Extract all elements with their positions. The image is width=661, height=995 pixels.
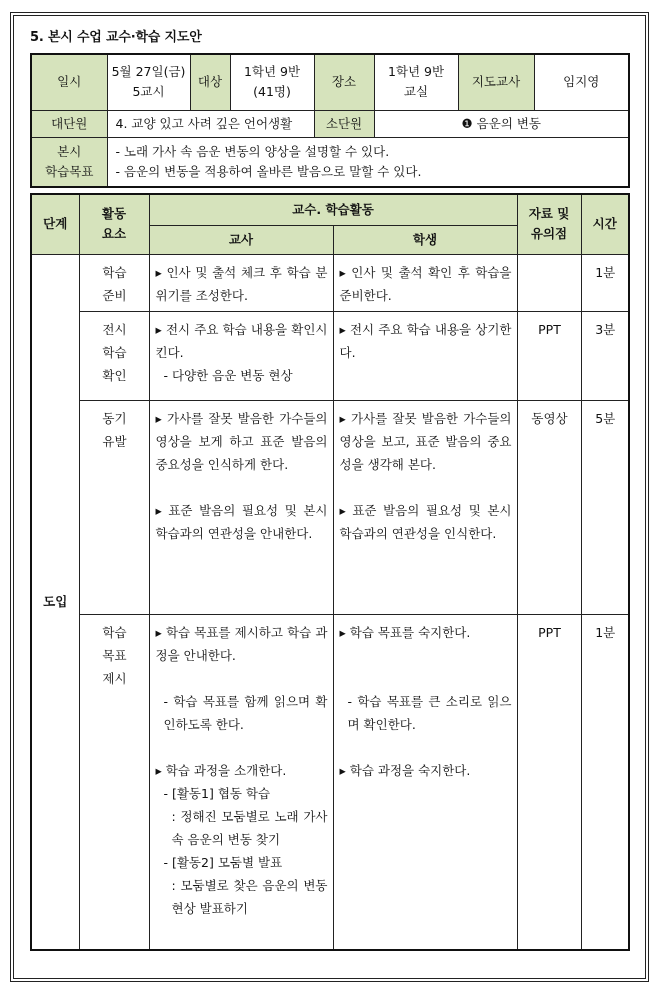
- header-element: 활동 요소: [79, 194, 149, 254]
- date-label: 일시: [31, 54, 107, 110]
- date-value: 5월 27일(금) 5교시: [107, 54, 190, 110]
- target-label: 대상: [190, 54, 230, 110]
- subunit-label: 소단원: [314, 110, 374, 137]
- teacher-label: 지도교사: [458, 54, 534, 110]
- unit-value: 4. 교양 있고 사려 깊은 언어생활: [107, 110, 314, 137]
- time-cell: 1분: [581, 614, 629, 950]
- header-student: 학생: [333, 225, 517, 254]
- material-cell: [517, 254, 581, 311]
- goal-item: - 음운의 변동을 적용하여 올바른 발음으로 말할 수 있다.: [115, 163, 422, 179]
- goal-item: - 노래 가사 속 음운 변동의 양상을 설명할 수 있다.: [115, 143, 390, 159]
- place-label: 장소: [314, 54, 374, 110]
- time-cell: 5분: [581, 400, 629, 614]
- lesson-info-table: [30, 53, 630, 188]
- element-cell: 전시 학습 확인: [79, 311, 149, 400]
- time-cell: 3분: [581, 311, 629, 400]
- unit-label: 대단원: [31, 110, 107, 137]
- goal-label: 본시 학습목표: [31, 137, 107, 187]
- student-activity-cell: ▸ 전시 주요 학습 내용을 상기한다.: [333, 311, 517, 400]
- student-activity-cell: ▸ 인사 및 출석 확인 후 학습을 준비한다.: [333, 254, 517, 311]
- stage-cell: 도입: [31, 254, 79, 950]
- teacher-activity-cell: ▸ 학습 목표를 제시하고 학습 과정을 안내한다. - 학습 목표를 함께 읽으며 확인하도록 한다. ▸ 학습 과정을 소개한다. - [활동1] 협동 학습 : 정해진 모둠별로 노래 가사 속 음운의 변동 찾기 - [활동2] 모둠별 발표 : 모둠별로 찾은 음운의 변동 현상 발표하기: [149, 614, 333, 950]
- time-cell: 1분: [581, 254, 629, 311]
- header-time: 시간: [581, 194, 629, 254]
- header-activity: 교수. 학습활동: [149, 194, 517, 225]
- element-cell: 동기 유발: [79, 400, 149, 614]
- header-teacher: 교사: [149, 225, 333, 254]
- section-heading: 5. 본시 수업 교수·학습 지도안: [30, 30, 202, 45]
- target-value: 1학년 9반 (41명): [230, 54, 314, 110]
- material-cell: 동영상: [517, 400, 581, 614]
- teacher-activity-cell: ▸ 인사 및 출석 체크 후 학습 분위기를 조성한다.: [149, 254, 333, 311]
- student-activity-cell: ▸ 학습 목표를 숙지한다. - 학습 목표를 큰 소리로 읽으며 확인한다. ▸ 학습 과정을 숙지한다.: [333, 614, 517, 950]
- teacher-value: 임지영: [534, 54, 629, 110]
- place-value: 1학년 9반 교실: [374, 54, 458, 110]
- subunit-value: ❶ 음운의 변동: [374, 110, 629, 137]
- material-cell: PPT: [517, 311, 581, 400]
- goal-list: [107, 137, 629, 187]
- header-stage: 단계: [31, 194, 79, 254]
- student-activity-cell: ▸ 가사를 잘못 발음한 가수들의 영상을 보고, 표준 발음의 중요성을 생각해 본다. ▸ 표준 발음의 필요성 및 본시 학습과의 연관성을 인식한다.: [333, 400, 517, 614]
- element-cell: 학습 목표 제시: [79, 614, 149, 950]
- header-material: 자료 및 유의점: [517, 194, 581, 254]
- teacher-activity-cell: ▸ 가사를 잘못 발음한 가수들의 영상을 보게 하고 표준 발음의 중요성을 인식하게 한다. ▸ 표준 발음의 필요성 및 본시 학습과의 연관성을 안내한다.: [149, 400, 333, 614]
- element-cell: 학습 준비: [79, 254, 149, 311]
- lesson-plan-table: [30, 193, 630, 951]
- teacher-activity-cell: ▸ 전시 주요 학습 내용을 확인시킨다. - 다양한 음운 변동 현상: [149, 311, 333, 400]
- material-cell: PPT: [517, 614, 581, 950]
